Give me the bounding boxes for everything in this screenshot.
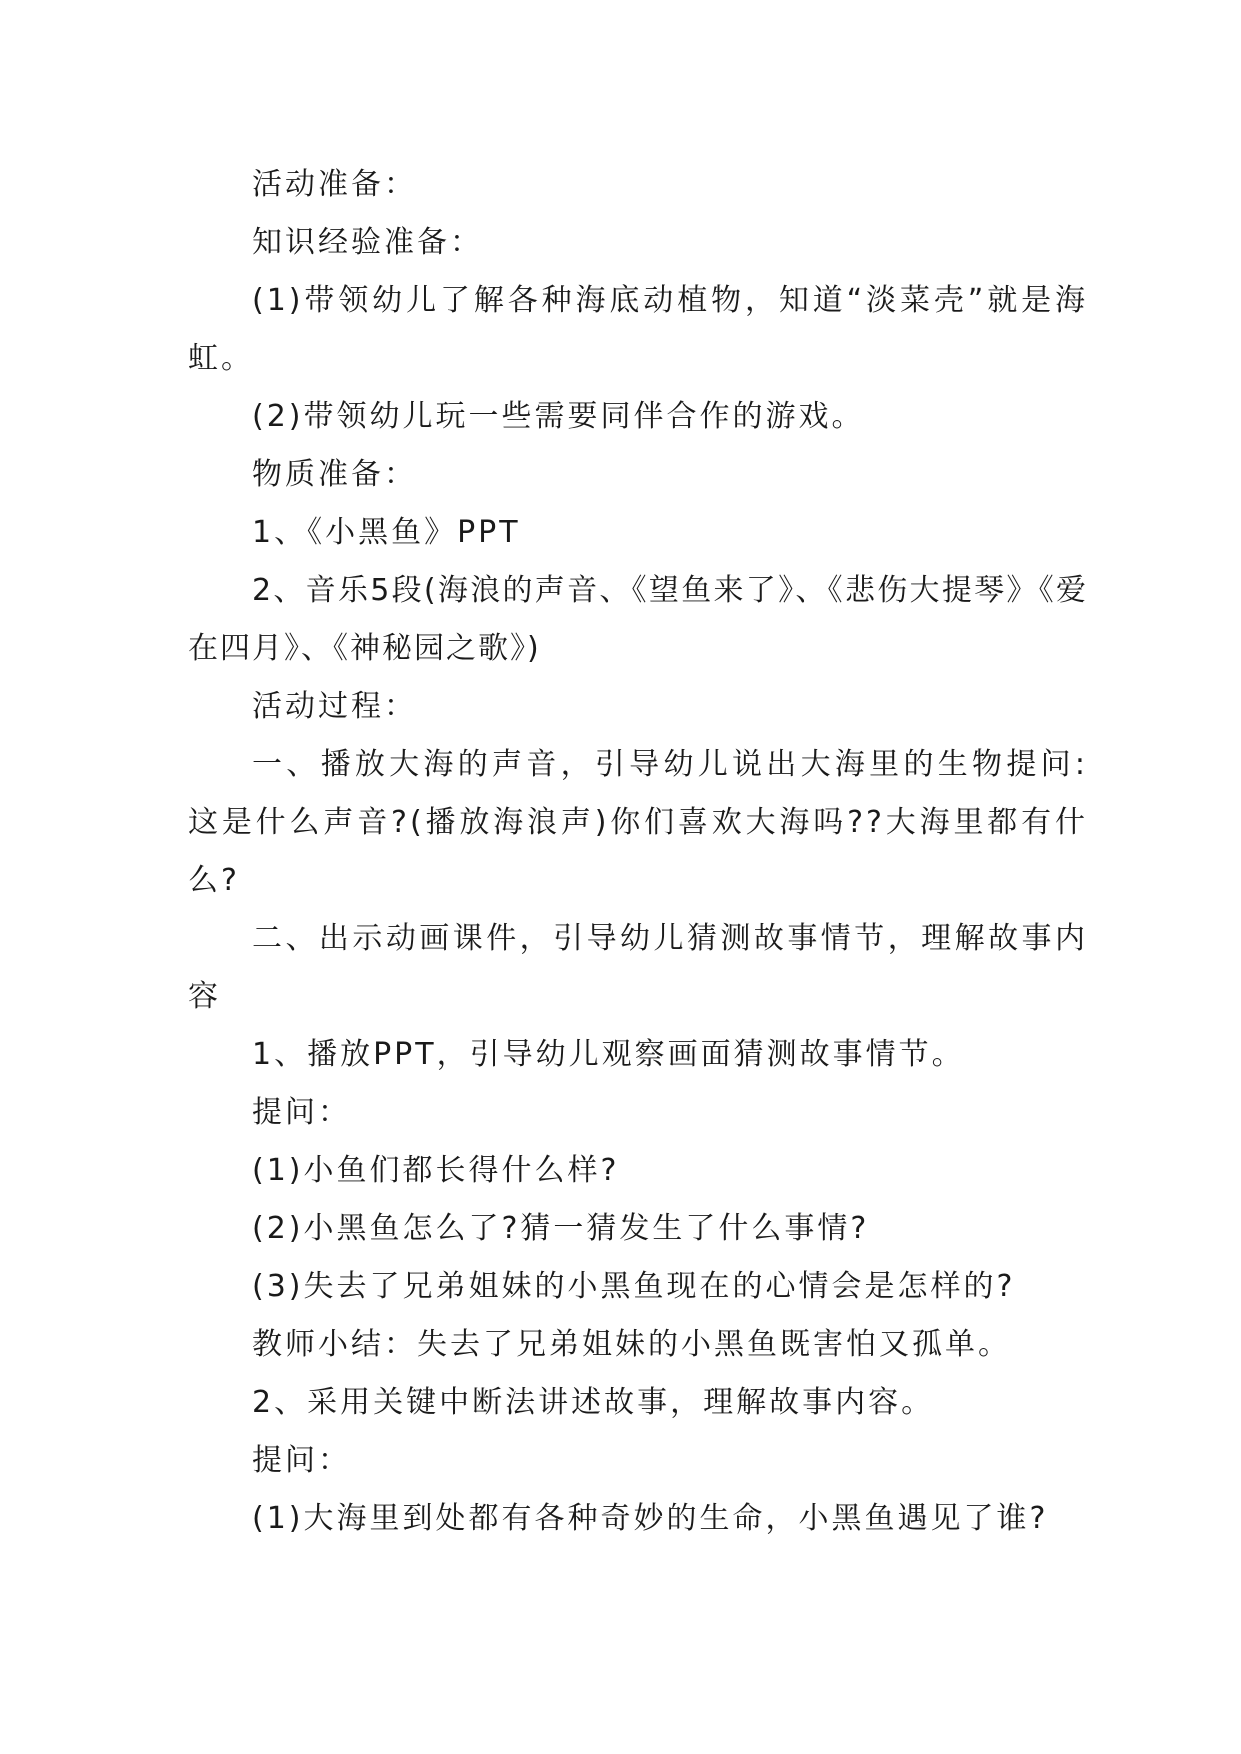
paragraph-material-item-1: 1、《小黑鱼》PPT [252, 515, 521, 550]
section-heading-preparation: 活动准备： [252, 167, 417, 202]
paragraph-material-item-2: 2、音乐5段(海浪的声音、《望鱼来了》、《悲伤大提琴》《爱在四月》、《神秘园之歌》) [188, 573, 1088, 666]
paragraph-knowledge-item-2: (2)带领幼儿玩一些需要同伴合作的游戏。 [252, 399, 865, 434]
paragraph-process-step-2: 二、出示动画课件，引导幼儿猜测故事情节，理解故事内容 [188, 921, 1088, 1014]
paragraph-play-ppt: 1、播放PPT，引导幼儿观察画面猜测故事情节。 [252, 1037, 965, 1072]
paragraph-teacher-summary: 教师小结：失去了兄弟姐妹的小黑鱼既害怕又孤单。 [252, 1327, 1011, 1362]
label-question-2: 提问： [252, 1443, 351, 1478]
paragraph-knowledge-item-1: (1)带领幼儿了解各种海底动植物，知道“淡菜壳”就是海虹。 [188, 283, 1088, 376]
paragraph-process-step-1: 一、播放大海的声音，引导幼儿说出大海里的生物提问:这是什么声音?(播放海浪声)你们喜欢大海吗??大海里都有什么? [188, 747, 1088, 898]
paragraph-storytelling-method: 2、采用关键中断法讲述故事，理解故事内容。 [252, 1385, 935, 1420]
document-body [188, 156, 1088, 1548]
question-item-3: (3)失去了兄弟姐妹的小黑鱼现在的心情会是怎样的? [252, 1269, 1016, 1304]
question-item-2: (2)小黑鱼怎么了?猜一猜发生了什么事情? [252, 1211, 870, 1246]
label-question-1: 提问： [252, 1095, 351, 1130]
section-heading-process: 活动过程： [252, 689, 417, 724]
subheading-knowledge-preparation: 知识经验准备： [252, 225, 483, 260]
subheading-material-preparation: 物质准备： [252, 457, 417, 492]
question-item-4: (1)大海里到处都有各种奇妙的生命，小黑鱼遇见了谁? [252, 1501, 1049, 1536]
question-item-1: (1)小鱼们都长得什么样? [252, 1153, 620, 1188]
